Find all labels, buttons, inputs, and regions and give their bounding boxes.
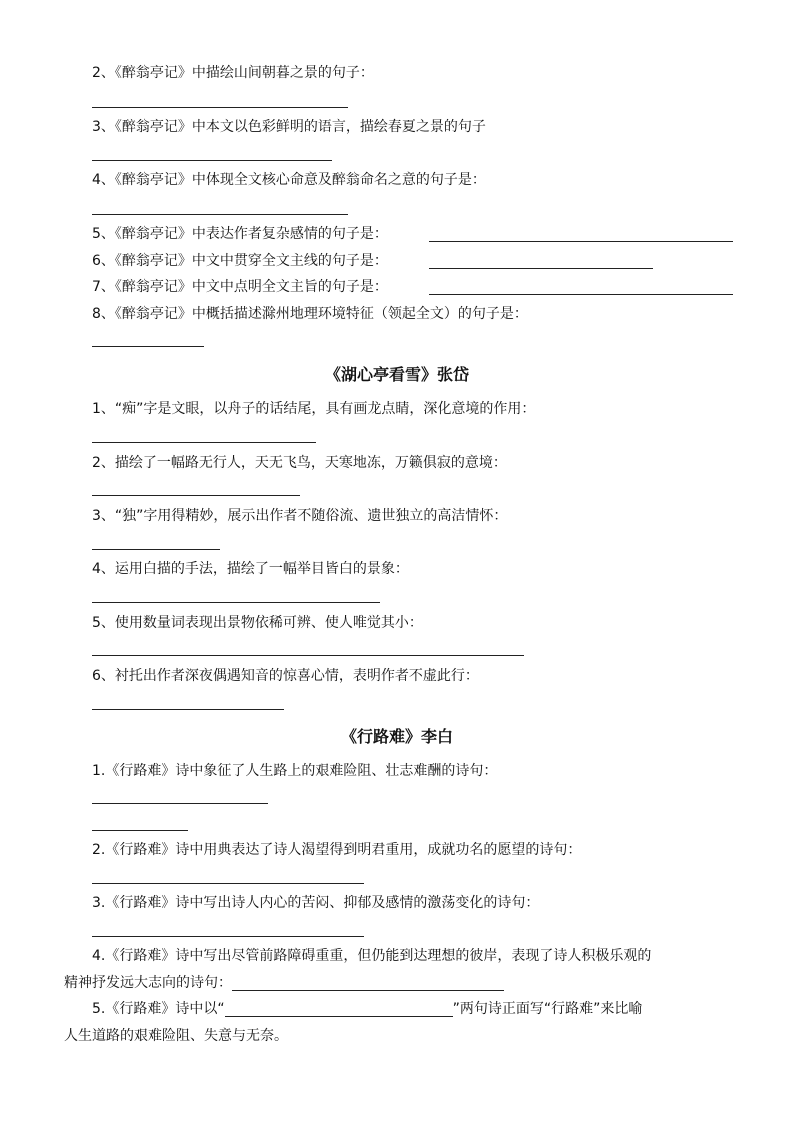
answer-blank[interactable] <box>92 883 364 884</box>
question-text: 2、描绘了一幅路无行人，天无飞鸟，天寒地冻，万籁俱寂的意境： <box>92 455 507 471</box>
answer-blank[interactable] <box>92 830 188 831</box>
answer-blank[interactable] <box>92 655 524 656</box>
question-text: 8、《醉翁亭记》中概括描述滁州地理环境特征（领起全文）的句子是： <box>92 306 528 322</box>
answer-blank[interactable] <box>92 107 348 108</box>
section-title: 《湖心亭看雪》张岱 <box>324 365 469 384</box>
answer-blank[interactable] <box>429 268 653 269</box>
question-text-part: 5.《行路难》诗中以“ <box>92 1001 225 1017</box>
answer-blank[interactable] <box>92 936 364 937</box>
answer-blank[interactable] <box>225 1002 453 1017</box>
answer-blank[interactable] <box>92 709 284 710</box>
answer-blank[interactable] <box>92 803 268 804</box>
question-text <box>64 973 504 993</box>
question-text: 1、“痴”字是文眼，以舟子的话结尾，具有画龙点睛，深化意境的作用： <box>92 401 536 417</box>
question-text: 4、《醉翁亭记》中体现全文核心命意及醉翁命名之意的句子是： <box>92 172 486 188</box>
answer-blank[interactable] <box>92 549 220 550</box>
question-text: 4、运用白描的手法，描绘了一幅举目皆白的景象： <box>92 561 409 577</box>
answer-blank[interactable] <box>92 214 348 215</box>
answer-blank[interactable] <box>92 495 300 496</box>
question-text: 4.《行路难》诗中写出尽管前路障碍重重，但仍能到达理想的彼岸，表现了诗人积极乐观的 <box>92 948 652 964</box>
question-text: 5、使用数量词表现出景物依稀可辨、使人唯觉其小： <box>92 615 423 631</box>
answer-blank[interactable] <box>92 160 332 161</box>
question-text: 3.《行路难》诗中写出诗人内心的苦闷、抑郁及感情的激荡变化的诗句： <box>92 895 540 911</box>
section-title: 《行路难》李白 <box>340 727 453 746</box>
question-text: 5、《醉翁亭记》中表达作者复杂感情的句子是： <box>92 226 388 242</box>
question-text-part: ”两句诗正面写“行路难”来比喻 <box>452 1001 643 1017</box>
answer-blank[interactable] <box>92 346 204 347</box>
question-text: 1.《行路难》诗中象征了人生路上的艰难险阻、壮志难酬的诗句： <box>92 763 498 779</box>
question-text <box>92 999 642 1019</box>
question-text-part: 精神抒发远大志向的诗句： <box>64 975 232 991</box>
question-text: 7、《醉翁亭记》中文中点明全文主旨的句子是： <box>92 279 388 295</box>
question-text: 2.《行路难》诗中用典表达了诗人渴望得到明君重用，成就功名的愿望的诗句： <box>92 842 582 858</box>
answer-blank[interactable] <box>429 294 733 295</box>
question-text: 2、《醉翁亭记》中描绘山间朝暮之景的句子： <box>92 65 374 81</box>
question-text: 3、“独”字用得精妙，展示出作者不随俗流、遗世独立的高洁情怀： <box>92 508 508 524</box>
question-text: 人生道路的艰难险阻、失意与无奈。 <box>64 1028 288 1044</box>
question-text: 3、《醉翁亭记》中本文以色彩鲜明的语言，描绘春夏之景的句子 <box>92 119 486 135</box>
answer-blank[interactable] <box>232 976 504 991</box>
answer-blank[interactable] <box>92 602 380 603</box>
question-text: 6、《醉翁亭记》中文中贯穿全文主线的句子是： <box>92 253 388 269</box>
answer-blank[interactable] <box>429 241 733 242</box>
answer-blank[interactable] <box>92 442 316 443</box>
question-text: 6、衬托出作者深夜偶遇知音的惊喜心情，表明作者不虚此行： <box>92 668 479 684</box>
